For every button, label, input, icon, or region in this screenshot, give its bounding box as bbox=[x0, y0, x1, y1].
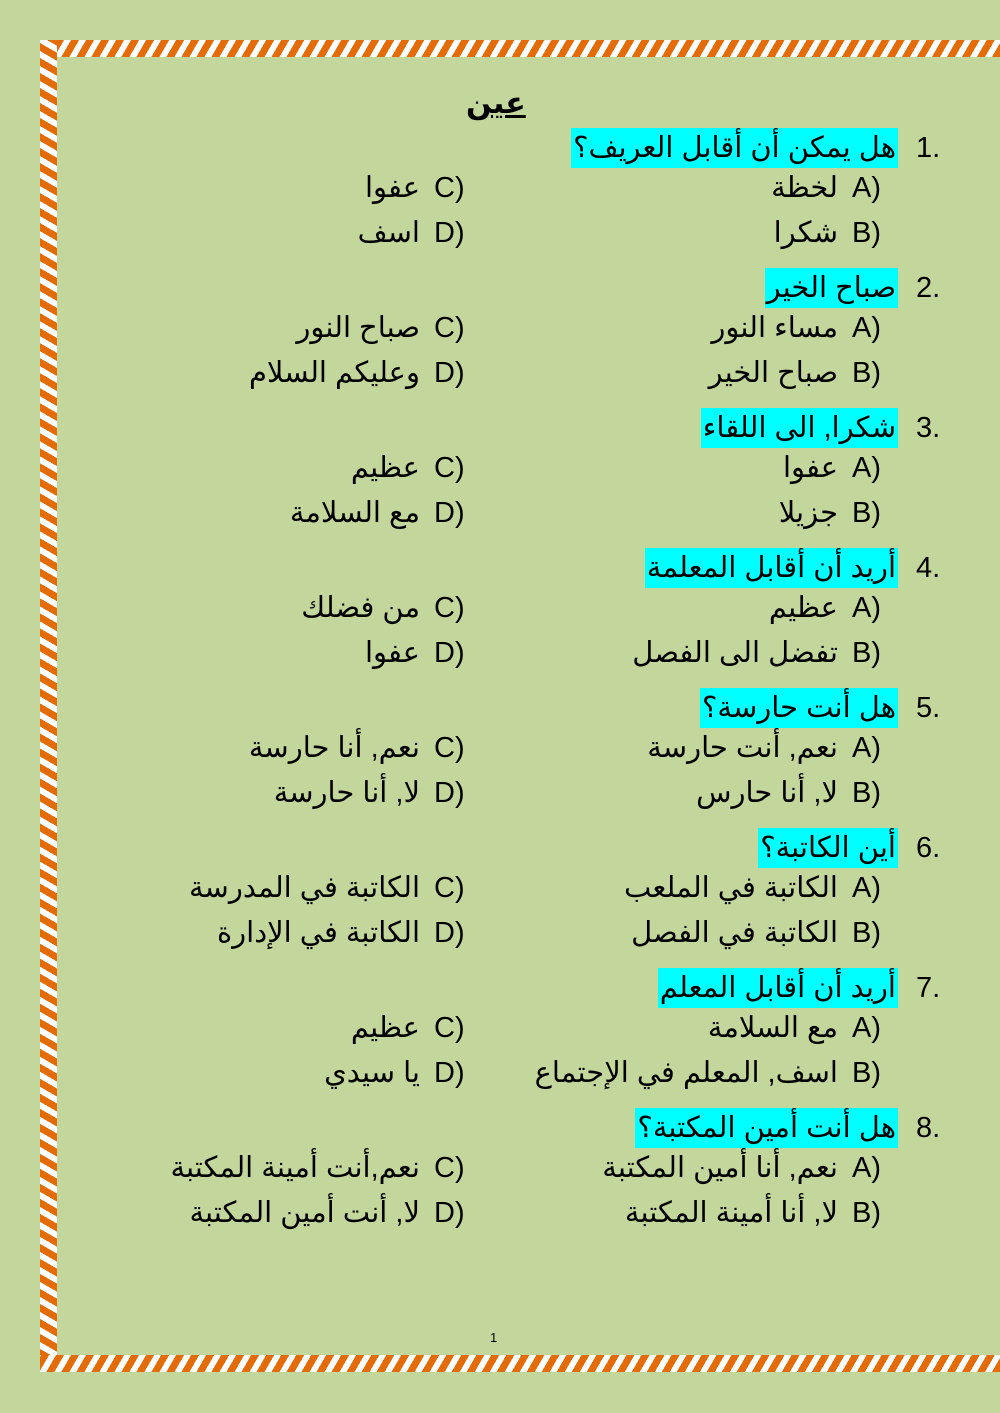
option-letter: B) bbox=[852, 217, 881, 249]
question-text: هل أنت حارسة؟ bbox=[700, 688, 898, 728]
option-text: صباح الخير bbox=[708, 357, 838, 389]
option-letter: B) bbox=[852, 777, 881, 809]
option-text: مساء النور bbox=[711, 312, 838, 344]
option-text: الكاتبة في المدرسة bbox=[189, 872, 420, 904]
option-letter: A) bbox=[852, 592, 881, 624]
option-a bbox=[624, 868, 898, 908]
option-letter: A) bbox=[852, 1012, 881, 1044]
option-text: جزيلا bbox=[778, 497, 838, 529]
option-text: تفضل الى الفصل bbox=[632, 637, 838, 669]
option-c bbox=[296, 308, 480, 348]
option-text: الكاتبة في الملعب bbox=[624, 872, 838, 904]
option-letter: D) bbox=[434, 217, 465, 249]
question-number: 6. bbox=[916, 832, 941, 864]
option-text: لا, أنا حارسة bbox=[273, 777, 420, 809]
option-a bbox=[708, 1008, 898, 1048]
option-b bbox=[696, 773, 898, 813]
option-letter: B) bbox=[852, 497, 881, 529]
page-title: عين bbox=[466, 87, 526, 120]
question-row bbox=[0, 968, 1000, 1008]
option-b bbox=[779, 493, 898, 533]
option-letter: A) bbox=[852, 172, 881, 204]
option-a bbox=[769, 588, 898, 628]
option-text: مع السلامة bbox=[289, 497, 420, 529]
question-text: أين الكاتبة؟ bbox=[758, 828, 898, 868]
option-text: عظيم bbox=[350, 452, 420, 484]
option-text: لخظة bbox=[771, 172, 838, 204]
option-c bbox=[170, 1148, 480, 1188]
option-text: اسف, المعلم في الإجتماع bbox=[534, 1057, 838, 1089]
option-letter: D) bbox=[434, 777, 465, 809]
option-text: وعليكم السلام bbox=[248, 357, 420, 389]
option-letter: A) bbox=[852, 452, 881, 484]
option-text: لا, أنا أمينة المكتبة bbox=[624, 1197, 838, 1229]
option-b bbox=[709, 353, 898, 393]
page-border-top bbox=[40, 40, 1000, 57]
option-b bbox=[774, 213, 898, 253]
option-letter: C) bbox=[434, 312, 465, 344]
option-letter: A) bbox=[852, 312, 881, 344]
option-d bbox=[189, 1193, 480, 1233]
question-number: 5. bbox=[916, 692, 941, 724]
question-text: هل أنت أمين المكتبة؟ bbox=[635, 1108, 898, 1148]
option-letter: D) bbox=[434, 1197, 465, 1229]
option-letter: D) bbox=[434, 917, 465, 949]
option-c bbox=[189, 868, 480, 908]
question-row bbox=[0, 268, 1000, 308]
option-letter: C) bbox=[434, 732, 465, 764]
question-text: هل يمكن أن أقابل العريف؟ bbox=[571, 128, 898, 168]
option-c bbox=[301, 588, 480, 628]
option-text: عفوا bbox=[782, 452, 838, 484]
option-text: مع السلامة bbox=[707, 1012, 838, 1044]
option-a bbox=[771, 168, 898, 208]
page-number: 1 bbox=[490, 1330, 498, 1345]
option-text: صباح النور bbox=[296, 312, 420, 344]
option-letter: B) bbox=[852, 357, 881, 389]
question-number: 7. bbox=[916, 972, 941, 1004]
question-text: أريد أن أقابل المعلمة bbox=[645, 548, 898, 588]
option-letter: C) bbox=[434, 172, 465, 204]
option-a bbox=[647, 728, 898, 768]
option-d bbox=[358, 213, 480, 253]
option-letter: C) bbox=[434, 1012, 465, 1044]
option-text: يا سيدي bbox=[324, 1057, 420, 1089]
option-text: عظيم bbox=[350, 1012, 420, 1044]
option-c bbox=[249, 728, 480, 768]
option-letter: B) bbox=[852, 637, 881, 669]
option-letter: B) bbox=[852, 1197, 881, 1229]
option-letter: A) bbox=[852, 872, 881, 904]
option-a bbox=[711, 308, 898, 348]
question-number: 1. bbox=[916, 132, 941, 164]
option-letter: A) bbox=[852, 732, 881, 764]
question-number: 8. bbox=[916, 1112, 941, 1144]
option-letter: A) bbox=[852, 1152, 881, 1184]
option-c bbox=[365, 168, 480, 208]
option-text: نعم,أنت أمينة المكتبة bbox=[170, 1152, 420, 1184]
option-text: لا, أنت أمين المكتبة bbox=[189, 1197, 420, 1229]
question-row bbox=[0, 688, 1000, 728]
question-row bbox=[0, 408, 1000, 448]
option-letter: D) bbox=[434, 497, 465, 529]
option-text: الكاتبة في الفصل bbox=[631, 917, 838, 949]
question-row bbox=[0, 1108, 1000, 1148]
option-d bbox=[217, 913, 480, 953]
question-number: 4. bbox=[916, 552, 941, 584]
option-letter: C) bbox=[434, 872, 465, 904]
option-text: عظيم bbox=[768, 592, 838, 624]
option-text: اسف bbox=[357, 217, 420, 249]
option-text: شكرا bbox=[773, 217, 838, 249]
option-d bbox=[365, 633, 480, 673]
option-c bbox=[351, 1008, 480, 1048]
option-b bbox=[625, 1193, 898, 1233]
option-letter: C) bbox=[434, 592, 465, 624]
option-d bbox=[290, 493, 480, 533]
question-text: صباح الخير bbox=[765, 268, 898, 308]
question-row bbox=[0, 548, 1000, 588]
option-d bbox=[249, 353, 480, 393]
option-text: الكاتبة في الإدارة bbox=[216, 917, 420, 949]
option-d bbox=[274, 773, 480, 813]
option-letter: C) bbox=[434, 1152, 465, 1184]
page-border-bottom bbox=[40, 1355, 1000, 1372]
question-number: 2. bbox=[916, 272, 941, 304]
option-text: عفوا bbox=[364, 637, 420, 669]
option-b bbox=[632, 633, 898, 673]
option-a bbox=[602, 1148, 898, 1188]
option-text: نعم, أنا أمين المكتبة bbox=[602, 1152, 838, 1184]
question-text: شكرا, الى اللقاء bbox=[701, 408, 898, 448]
option-letter: C) bbox=[434, 452, 465, 484]
option-letter: B) bbox=[852, 1057, 881, 1089]
option-text: نعم, أنت حارسة bbox=[647, 732, 838, 764]
option-text: عفوا bbox=[364, 172, 420, 204]
option-d bbox=[324, 1053, 480, 1093]
option-letter: D) bbox=[434, 357, 465, 389]
question-row bbox=[0, 828, 1000, 868]
question-number: 3. bbox=[916, 412, 941, 444]
option-b bbox=[535, 1053, 898, 1093]
option-letter: B) bbox=[852, 917, 881, 949]
option-text: نعم, أنا حارسة bbox=[248, 732, 420, 764]
option-a bbox=[783, 448, 898, 488]
option-text: لا, أنا حارس bbox=[696, 777, 838, 809]
option-c bbox=[351, 448, 480, 488]
option-letter: D) bbox=[434, 637, 465, 669]
question-text: أريد أن أقابل المعلم bbox=[658, 968, 898, 1008]
option-letter: D) bbox=[434, 1057, 465, 1089]
option-text: من فضلك bbox=[301, 592, 420, 624]
question-row bbox=[0, 128, 1000, 168]
option-b bbox=[631, 913, 898, 953]
